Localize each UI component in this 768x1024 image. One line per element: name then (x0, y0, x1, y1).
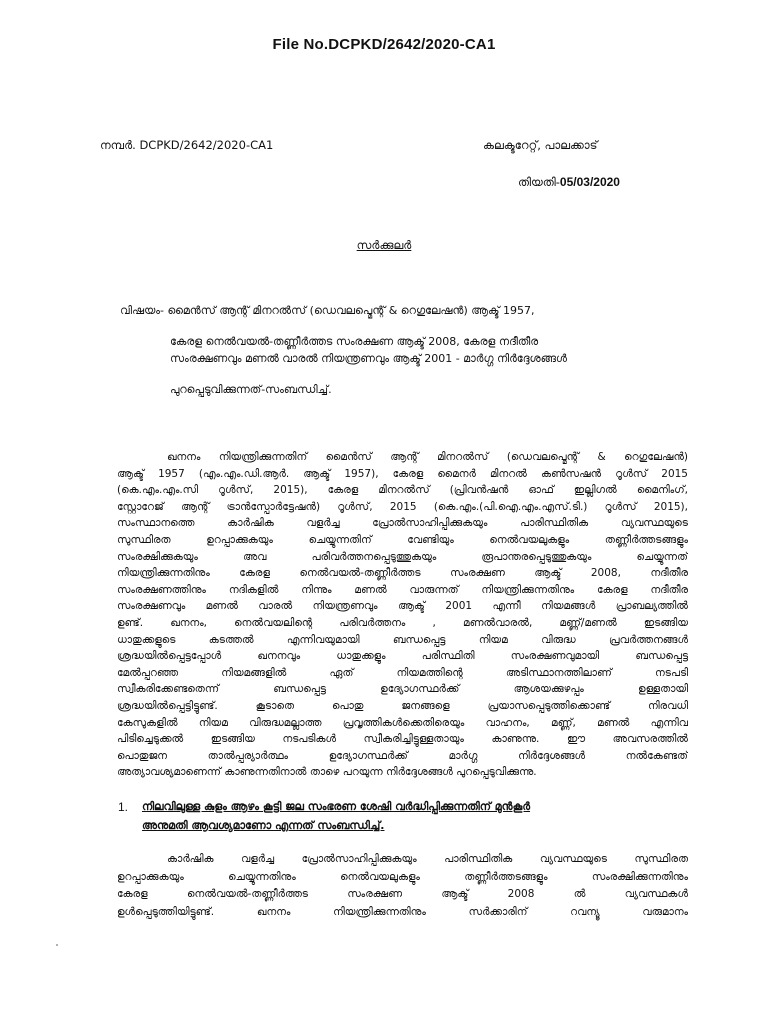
paragraph-line: സ്റ്റോറേജ് ആന്റ് ട്രാൻസ്പോർട്ടേഷൻ) റൂൾസ്, 2015 (കെ.എം.(പി.ഐ.എം.എസ്.ടി.) റൂൾസ് 2015), (117, 500, 688, 513)
paragraph-line: സ്വീകരിക്കേണ്ടതെന്ന് ബന്ധപ്പെട്ട ഉദ്യോഗസ്ഥർക്ക് ആശയക്കുഴപ്പം ഉള്ളതായി (117, 683, 688, 696)
reference-number: നമ്പർ. DCPKD/2642/2020-CA1 (100, 138, 274, 152)
paragraph-line: നിയന്ത്രിക്കുന്നതിനും കേരള നെൽവയൽ-തണ്ണീർത്തട സംരക്ഷണ ആക്ട് 2008, നദീതീര (117, 567, 688, 580)
subject-line: കേരള നെൽവയൽ-തണ്ണീർത്തട സംരക്ഷണ ആക്ട് 2008, കേരള നദീതീര (170, 335, 539, 348)
section-heading-line: അനുമതി ആവശ്യമാണോ എന്നത് സംബന്ധിച്ച്. (142, 819, 385, 832)
circular-title: സർക്കുലർ (356, 238, 412, 252)
subject-line: സംരക്ഷണവും മണൽ വാരൽ നിയന്ത്രണവും ആക്ട് 2001 - മാർഗ്ഗ നിർദ്ദേശങ്ങൾ (170, 352, 567, 365)
file-number-header: File No.DCPKD/2642/2020-CA1 (272, 36, 496, 53)
paragraph-line: മേൽപ്പറഞ്ഞ നിയമങ്ങളിൽ ഏത് നിയമത്തിന്റെ അടിസ്ഥാനത്തിലാണ് നടപടി (117, 666, 688, 679)
paragraph-line: സുസ്ഥിരത ഉറപ്പാക്കുകയും ചെയ്യുന്നതിന് വേണ്ടിയും നെൽവയലുകളും തണ്ണീർത്തടങ്ങളും (117, 533, 688, 546)
date-label: തിയതി- (518, 175, 560, 189)
section-heading-line: നിലവിലുള്ള കുളം ആഴം കൂട്ടി ജല സംഭരണ ശേഷി വർദ്ധിപ്പിക്കുന്നതിന് മുൻകൂർ (142, 800, 531, 813)
paragraph-line: ഉണ്ട്. ഖനനം, നെൽവയലിന്റെ പരിവർത്തനം , മണൽവാരൽ, മണ്ണ്/മണൽ ഇടങ്ങിയ (117, 616, 688, 629)
section-number: 1. (118, 800, 129, 814)
scan-speck (56, 944, 58, 946)
subject-line: പുറപ്പെടുവിക്കുന്നത്-സംബന്ധിച്ച്. (170, 383, 332, 396)
paragraph-line: പിടിച്ചെടുക്കൽ ഇടങ്ങിയ നടപടികൾ സ്വീകരിച്ചിട്ടുള്ളതായും കാണുന്നു. ഈ അവസരത്തിൽ (117, 733, 688, 746)
paragraph-line: (കെ.എം.എം.സി റൂൾസ്, 2015), കേരള മിനറൽസ് (പ്രിവൻഷൻ ഓഫ് ഇല്ലിഗൽ മൈനിംഗ്, (117, 484, 688, 497)
paragraph-line: കാർഷിക വളർച്ച പ്രോൽസാഹിപ്പിക്കുകയും പാരിസ്ഥിതിക വ്യവസ്ഥയുടെ സുസ്ഥിരത (167, 853, 688, 865)
paragraph-line: സംരക്ഷണവും മണൽ വാരൽ നിയന്ത്രണവും ആക്ട് 2001 എന്നീ നിയമങ്ങൾ പ്രാബല്യത്തിൽ (117, 600, 688, 613)
paragraph-line: സംരക്ഷണത്തിനും നദികളിൽ നിന്നും മണൽ വാരുന്നത് നിയന്ത്രിക്കുന്നതിനും കേരള നദീതീര (117, 583, 688, 596)
paragraph-line: കേരള നെൽവയൽ-തണ്ണീർത്തട സംരക്ഷണ ആക്ട് 2008 ൽ വ്യവസ്ഥകൾ (117, 888, 688, 900)
subject-line: വിഷയം- മൈൻസ് ആന്റ് മിനറൽസ് (ഡെവലപ്മെന്റ് & റെഗുലേഷൻ) ആക്ട് 1957, (120, 304, 535, 317)
subject-block (120, 302, 680, 398)
date-line (518, 175, 620, 190)
paragraph-line: സംരക്ഷിക്കുകയും അവ പരിവർത്തനപ്പെടുത്തുകയും രൂപാന്തരപ്പെടുത്തുകയും ചെയ്യുന്നത് (117, 550, 688, 563)
paragraph-line: കേസുകളിൽ നിയമ വിരുദ്ധമല്ലാത്ത പ്രവൃത്തികൾക്കെതിരെയും വാഹനം, മണ്ണ്, മണൽ എന്നിവ (117, 716, 688, 729)
paragraph-line: ശ്രദ്ധയിൽപ്പെട്ടിട്ടുണ്ട്. കൂടാതെ പൊതു ജനങ്ങളെ പ്രയാസപ്പെടുത്തിക്കൊണ്ട് നിരവധി (117, 699, 688, 712)
office-name: കലക്ടറേറ്റ്, പാലക്കാട് (483, 138, 598, 152)
date-value: 05/03/2020 (559, 175, 620, 189)
body-paragraph (117, 449, 688, 781)
paragraph-line: പൊതുജന താൽപ്പര്യാർത്ഥം ഉദ്യോഗസ്ഥർക്ക് മാർഗ്ഗ നിർദ്ദേശങ്ങൾ നൽകേണ്ടത് (117, 749, 688, 762)
paragraph-line: ഖനനം നിയന്ത്രിക്കുന്നതിന് മൈൻസ് ആന്റ് മിനറൽസ് (ഡെവലപ്മെന്റ് & റെഗുലേഷൻ) (167, 451, 688, 463)
paragraph-line: അത്യാവശ്യമാണെന്ന് കാണുന്നതിനാൽ താഴെ പറയുന്ന നിർദ്ദേശങ്ങൾ പുറപ്പെടുവിക്കുന്നു. (117, 766, 537, 779)
section-paragraph (117, 851, 688, 921)
paragraph-line: ധാതുക്കളുടെ കടത്തൽ എന്നിവയുമായി ബന്ധപ്പെട്ട നിയമ വിരുദ്ധ പ്രവർത്തനങ്ങൾ (117, 633, 688, 646)
paragraph-line: ഉൾപ്പെടുത്തിയിട്ടുണ്ട്. ഖനനം നിയന്ത്രിക്കുന്നതിനും സർക്കാരിന് റവന്യൂ വരുമാനം (117, 905, 688, 918)
paragraph-line: ആക്ട് 1957 (എം.എം.ഡി.ആർ. ആക്ട് 1957), കേരള മൈനർ മിനറൽ കൺസഷൻ റൂൾസ് 2015 (117, 467, 688, 480)
paragraph-line: ശ്രദ്ധയിൽപ്പെട്ടപ്പോൾ ഖനനവും ധാതുക്കളും പരിസ്ഥിതി സംരക്ഷണവുമായി ബന്ധപ്പെട്ട (117, 650, 688, 663)
paragraph-line: ഉറപ്പാക്കുകയും ചെയ്യുന്നതിനും നെൽവയലുകളും തണ്ണീർത്തടങ്ങളും സംരക്ഷിക്കുന്നതിനും (117, 870, 688, 883)
paragraph-line: സംസ്ഥാനത്തെ കാർഷിക വളർച്ച പ്രോൽസാഹിപ്പിക്കുകയും പാരിസ്ഥിതിക വ്യവസ്ഥയുടെ (117, 517, 688, 530)
